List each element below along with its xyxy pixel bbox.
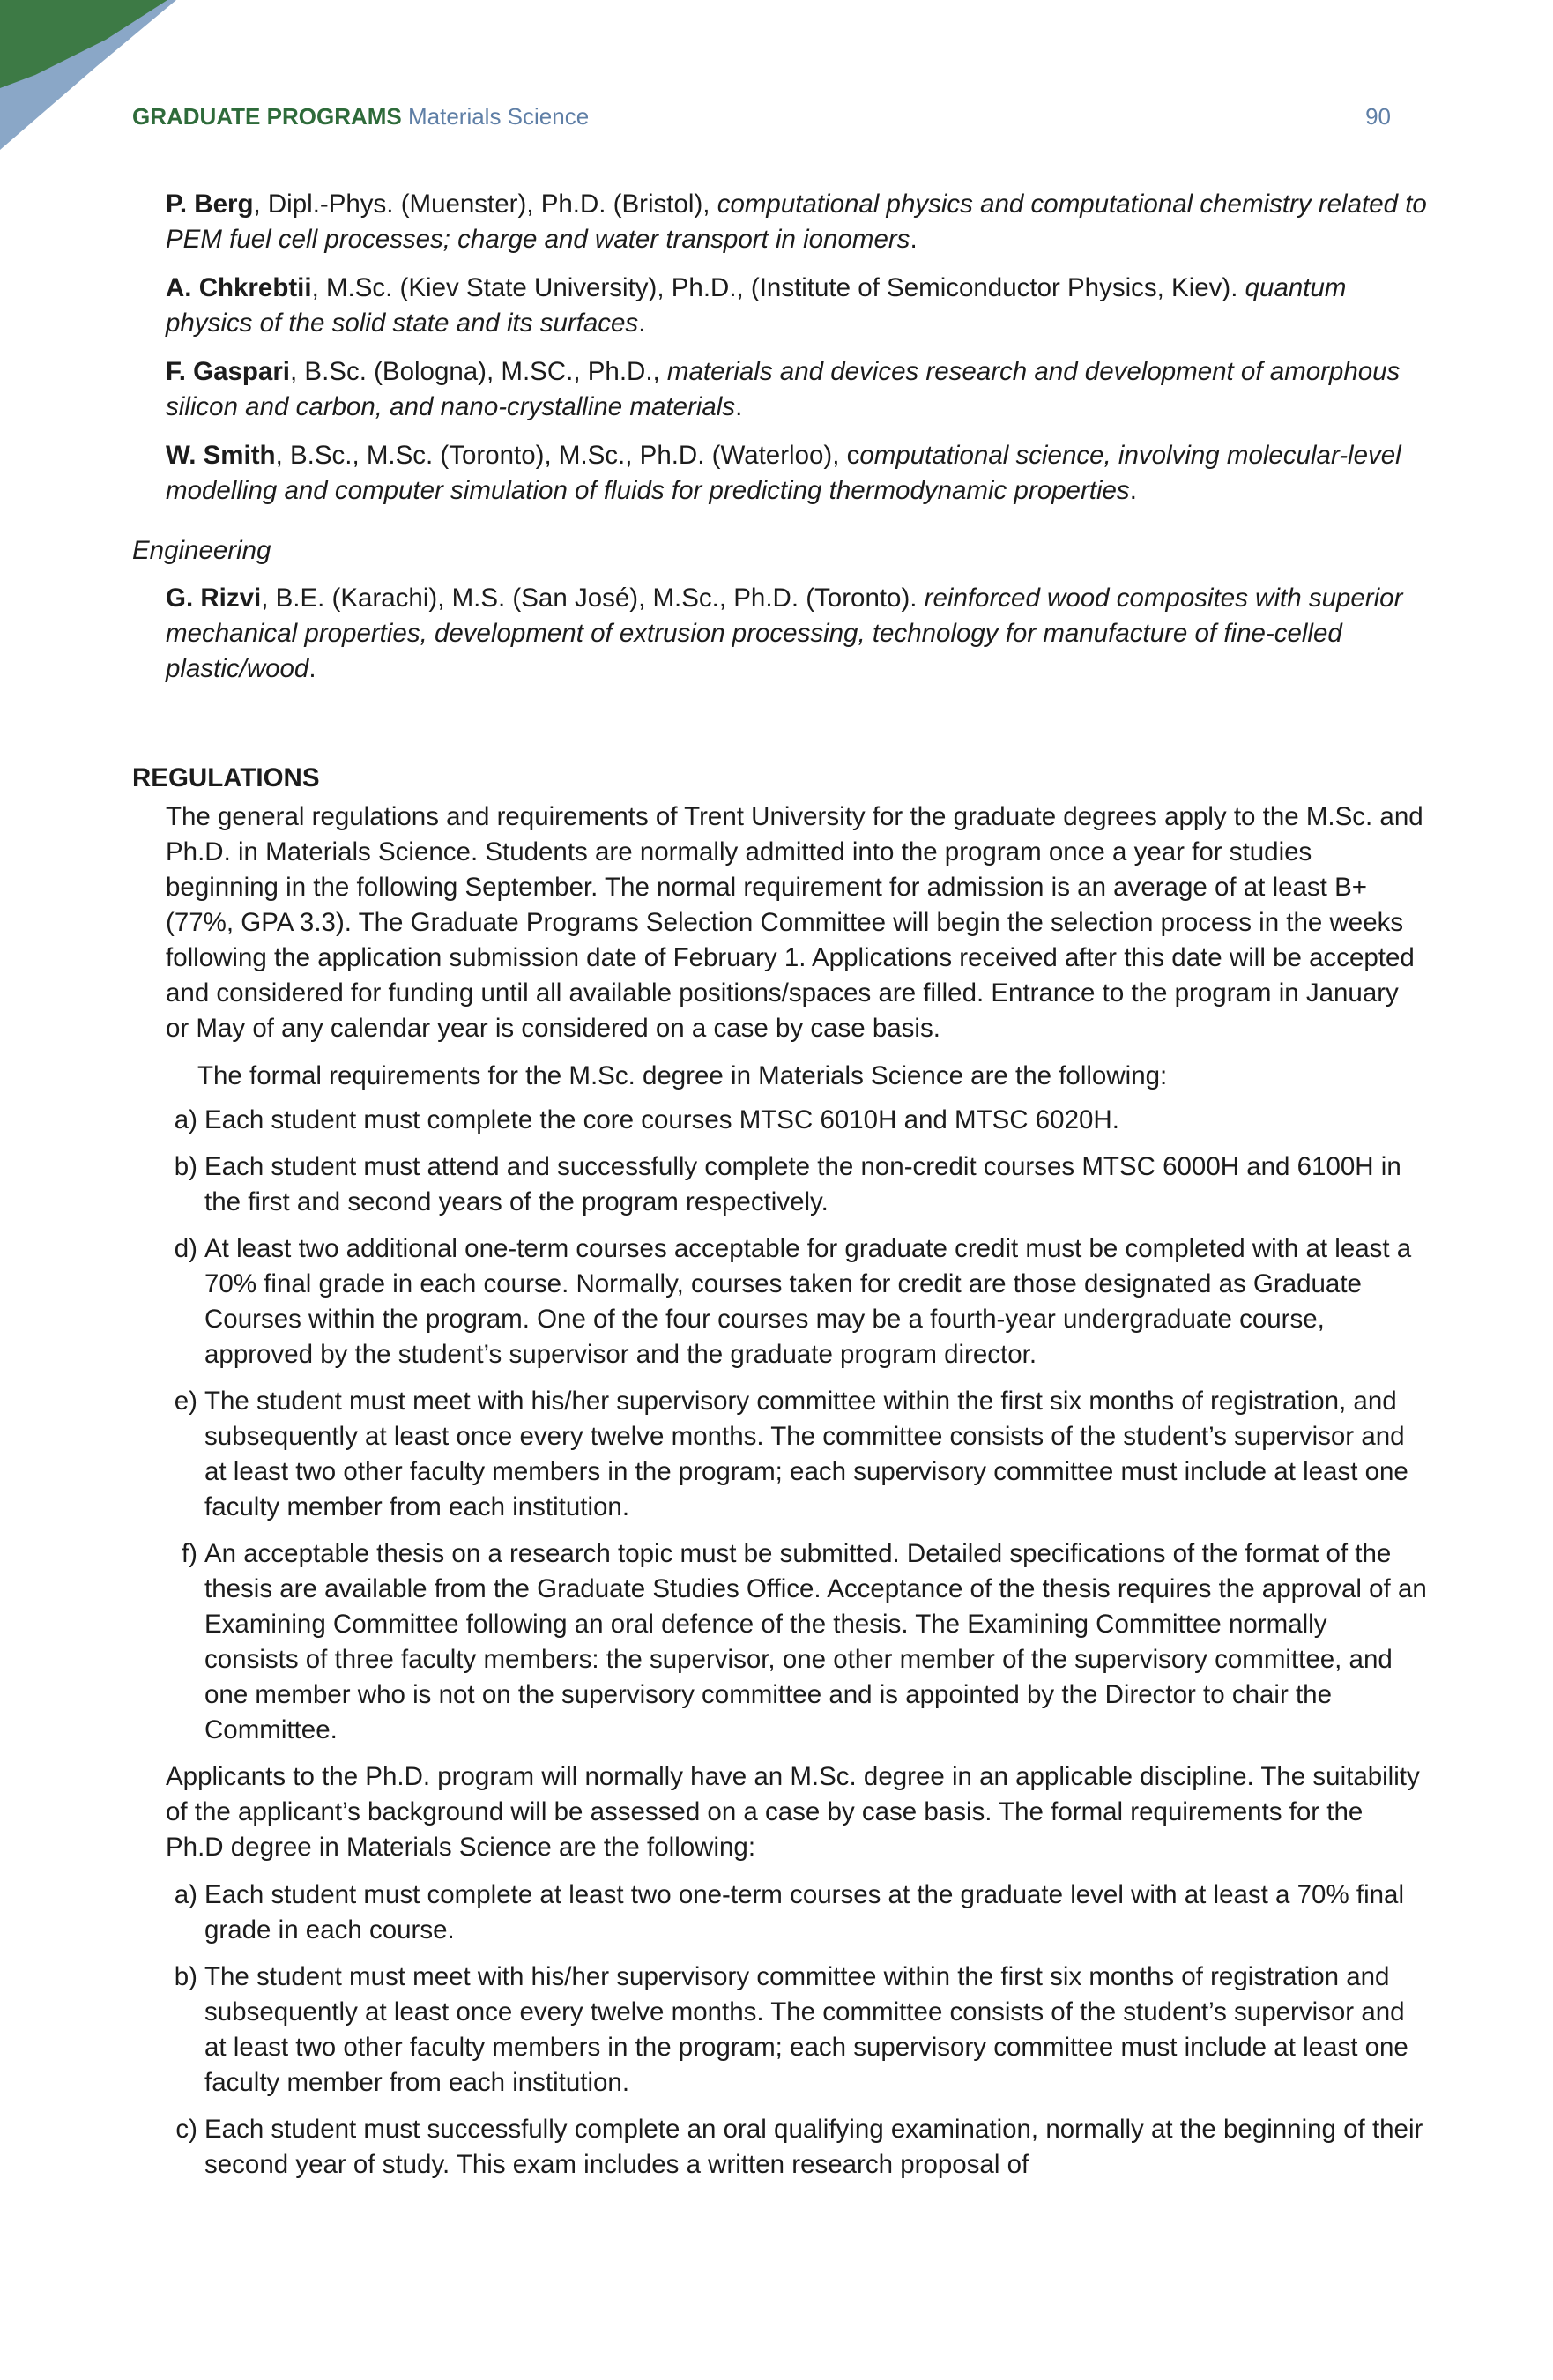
requirement-label: c) — [175, 2115, 197, 2144]
engineering-heading: Engineering — [132, 536, 271, 565]
faculty-name: F. Gaspari — [166, 357, 291, 386]
faculty-credentials: , M.Sc. (Kiev State University), Ph.D., (Institute of Semiconductor Physics, Kiev). — [311, 273, 1245, 302]
page-content — [132, 187, 1428, 2194]
requirement-label: f) — [181, 1539, 197, 1568]
regulations-heading: REGULATIONS — [132, 763, 320, 792]
header-section: GRADUATE PROGRAMS — [132, 103, 402, 130]
faculty-credentials: , B.Sc., M.Sc. (Toronto), M.Sc., Ph.D. (Waterloo), c — [275, 441, 860, 470]
faculty-name: P. Berg — [166, 190, 254, 219]
requirement-item — [166, 1231, 1428, 1372]
requirement-text: Each student must complete at least two one-term courses at the graduate level with at least a 70% final grade in each course. — [204, 1880, 1405, 1945]
phd-requirements-list — [132, 1878, 1428, 2183]
faculty-entry — [166, 438, 1428, 509]
faculty-entry — [166, 354, 1428, 425]
requirement-label: b) — [174, 1962, 197, 1991]
faculty-credentials: , Dipl.-Phys. (Muenster), Ph.D. (Bristol), — [253, 190, 717, 219]
regulations-paragraph: The general regulations and requirements of Trent University for the graduate degrees apply to the M.Sc. and Ph.D. in Materials Science. Students are normally admitted into the program once a year for studies beginning in the following September. The normal requirement for admission is an average of at least B+ (77%, GPA 3.3). The Graduate Programs Selection Committee will begin the selection process in the weeks following the application submission date of February 1. Applications received after this date will be accepted and considered for funding until all available positions/spaces are filled. Entrance to the program in January or May of any calendar year is considered on a case by case basis. — [166, 802, 1423, 1043]
page-number: 90 — [1365, 103, 1391, 130]
faculty-name: A. Chkrebtii — [166, 273, 312, 302]
requirement-text: The student must meet with his/her supervisory committee within the first six months of registration, and subsequently at least once every twelve months. The committee consists of the student’s supervisor and at least two other faculty members in the program; each supervisory committee must include at least one faculty member from each institution. — [204, 1387, 1408, 1521]
faculty-entry — [166, 581, 1428, 687]
faculty-research-area: computational physics and computational chemistry related to PEM fuel cell processes; charge and water transport in ionomers — [166, 190, 1427, 254]
requirement-item — [166, 1103, 1428, 1138]
faculty-credentials: , B.E. (Karachi), M.S. (San José), M.Sc., Ph.D. (Toronto). — [261, 584, 925, 613]
msc-requirements-intro: The formal requirements for the M.Sc. degree in Materials Science are the following: — [197, 1061, 1168, 1090]
requirement-label: a) — [174, 1105, 197, 1134]
faculty-name: W. Smith — [166, 441, 276, 470]
requirement-label: e) — [174, 1387, 197, 1416]
requirement-text: At least two additional one-term courses acceptable for graduate credit must be completed with at least a 70% final grade in each course. Normally, courses taken for credit are those designated as Graduate Courses within the program. One of the four courses may be a fourth-year undergraduate course, approved by the student’s supervisor and the graduate program director. — [204, 1234, 1412, 1369]
requirement-text: Each student must successfully complete an oral qualifying examination, normally at the beginning of their second year of study. This exam includes a written research proposal of — [204, 2115, 1423, 2179]
faculty-entry-end: . — [910, 225, 918, 254]
corner-decoration — [0, 0, 247, 159]
faculty-research-area: omputational science, involving molecular-level modelling and computer simulation of fluids for predicting thermodynamic properties — [166, 441, 1401, 505]
requirement-text: Each student must complete the core courses MTSC 6010H and MTSC 6020H. — [204, 1105, 1119, 1134]
faculty-entry — [166, 271, 1428, 341]
requirement-label: b) — [174, 1152, 197, 1181]
requirement-item — [166, 1960, 1428, 2101]
faculty-entry-end: . — [638, 309, 646, 338]
faculty-credentials: , B.Sc. (Bologna), M.SC., Ph.D., — [290, 357, 667, 386]
requirement-item — [166, 1149, 1428, 1220]
faculty-list-science — [132, 187, 1428, 509]
requirement-label: a) — [174, 1880, 197, 1909]
requirement-label: d) — [174, 1234, 197, 1263]
faculty-entry-end: . — [308, 654, 316, 683]
faculty-entry-end: . — [735, 392, 743, 421]
faculty-research-area: reinforced wood composites with superior mechanical properties, development of extrusion processing, technology for manufacture of fine-celled plastic/wood — [166, 584, 1403, 683]
requirement-item — [166, 2112, 1428, 2183]
phd-requirements-intro: Applicants to the Ph.D. program will normally have an M.Sc. degree in an applicable discipline. The suitability of the applicant’s background will be assessed on a case by case basis. The formal requirements for the Ph.D degree in Materials Science are the following: — [166, 1762, 1420, 1862]
faculty-name: G. Rizvi — [166, 584, 262, 613]
page-header — [132, 100, 1391, 132]
requirement-item — [166, 1878, 1428, 1948]
header-subsection: Materials Science — [407, 103, 590, 130]
msc-requirements-list — [132, 1103, 1428, 1748]
requirement-text: The student must meet with his/her supervisory committee within the first six months of registration and subsequently at least once every twelve months. The committee consists of the student’s supervisor and at least two other faculty members in the program; each supervisory committee must include at least one faculty member from each institution. — [204, 1962, 1408, 2097]
requirement-text: Each student must attend and successfully complete the non-credit courses MTSC 6000H and 6100H in the first and second years of the program respectively. — [204, 1152, 1401, 1216]
faculty-research-area: quantum physics of the solid state and its surfaces — [166, 273, 1347, 338]
faculty-list-engineering — [132, 581, 1428, 687]
faculty-entry-end: . — [1129, 476, 1137, 505]
faculty-research-area: materials and devices research and development of amorphous silicon and carbon, and nano-crystalline materials — [166, 357, 1401, 421]
requirement-item — [166, 1384, 1428, 1525]
requirement-item — [166, 1536, 1428, 1748]
faculty-entry — [166, 187, 1428, 257]
requirement-text: An acceptable thesis on a research topic must be submitted. Detailed specifications of the format of the thesis are available from the Graduate Studies Office. Acceptance of the thesis requires the approval of an Examining Committee following an oral defence of the thesis. The Examining Committee normally consists of three faculty members: the supervisor, one other member of the supervisory committee, and one member who is not on the supervisory committee and is appointed by the Director to chair the Committee. — [204, 1539, 1427, 1744]
